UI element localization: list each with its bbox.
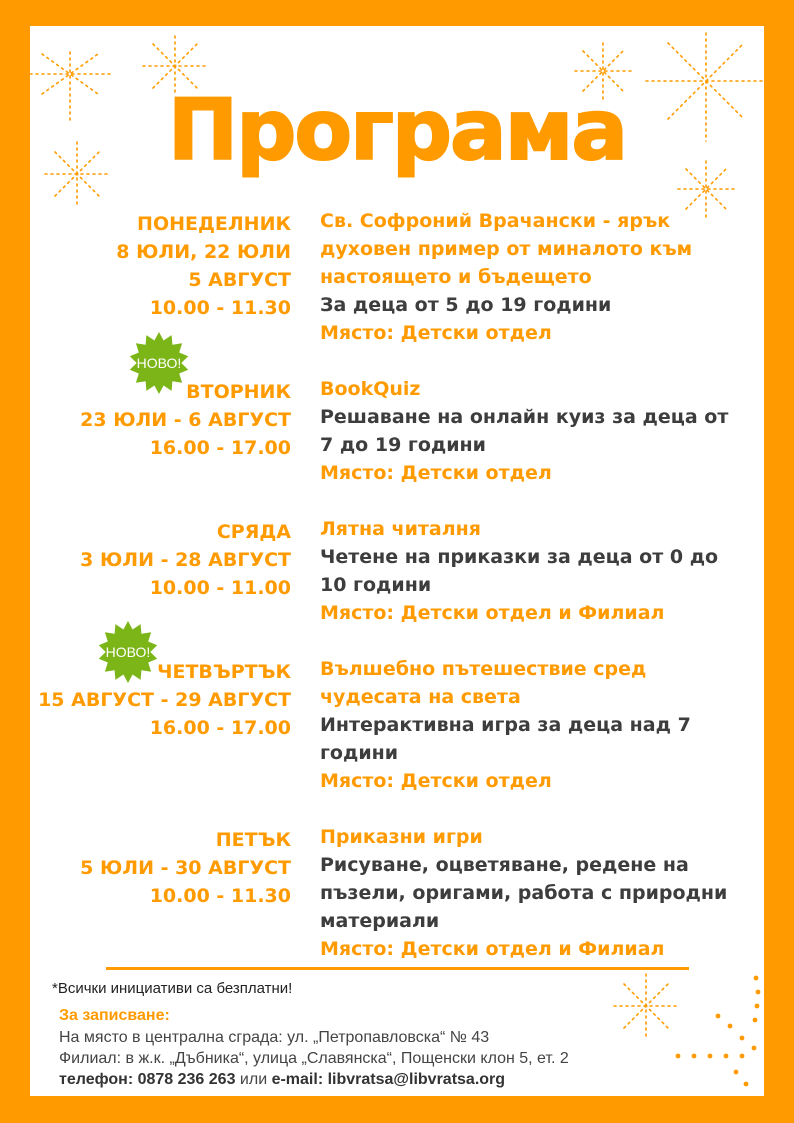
day-label: ПЕТЪК: [215, 829, 291, 851]
event-title: Приказни игри: [320, 826, 483, 848]
event-block: [320, 823, 730, 963]
date-range: 5 ЮЛИ - 30 АВГУСТ: [80, 857, 291, 879]
time-range: 10.00 - 11.30: [149, 885, 291, 907]
time-range: 10.00 - 11.00: [149, 577, 291, 599]
date-range: 3 ЮЛИ - 28 АВГУСТ: [80, 549, 291, 571]
date-range: 15 АВГУСТ - 29 АВГУСТ: [38, 689, 291, 711]
divider: [106, 967, 689, 970]
schedule-day-block: [80, 378, 291, 462]
schedule-day-block: [80, 518, 291, 602]
day-label: ЧЕТВЪРТЪК: [157, 661, 291, 683]
event-description: Рисуване, оцветяване, редене на пъзели, оригами, работа с природни материали: [320, 854, 728, 932]
event-place: Място: Детски отдел: [320, 322, 552, 344]
event-description: Четене на приказки за деца от 0 до 10 години: [320, 546, 719, 596]
phone-number[interactable]: телефон: 0878 236 263: [59, 1071, 236, 1088]
event-place: Място: Детски отдел: [320, 462, 552, 484]
schedule-day-block: [116, 210, 291, 322]
event-title: Св. Софроний Врачански - ярък духовен пример от миналото към настоящето и бъдещето: [320, 210, 693, 288]
event-place: Място: Детски отдел и Филиал: [320, 602, 665, 624]
page-title: Програма: [167, 81, 627, 179]
signup-heading: За записване:: [59, 1007, 170, 1024]
badge-label: НОВО!: [105, 644, 151, 660]
free-note: *Всички инициативи са безплатни!: [52, 980, 293, 997]
contact-line: [59, 1071, 505, 1089]
event-place: Място: Детски отдел и Филиал: [320, 938, 665, 960]
event-title: Лятна читалня: [320, 518, 481, 540]
address-branch: Филиал: в ж.к. „Дъбника“, улица „Славянска“, Пощенски клон 5, ет. 2: [59, 1050, 569, 1067]
time-range: 10.00 - 11.30: [149, 297, 291, 319]
event-place: Място: Детски отдел: [320, 770, 552, 792]
event-block: [320, 207, 730, 347]
event-description: Решаване на онлайн куиз за деца от 7 до 19 години: [320, 406, 729, 456]
date-range: 8 ЮЛИ, 22 ЮЛИ: [116, 241, 291, 263]
email-address[interactable]: e-mail: libvratsa@libvratsa.org: [271, 1071, 506, 1088]
schedule-day-block: [38, 658, 291, 742]
address-main: На място в централна сграда: ул. „Петропавловска“ № 43: [59, 1029, 490, 1046]
event-title: Вълшебно пътешествие сред чудесата на света: [320, 658, 647, 708]
time-range: 16.00 - 17.00: [149, 437, 291, 459]
contact-separator: или: [235, 1071, 272, 1088]
date-range: 23 ЮЛИ - 6 АВГУСТ: [80, 409, 291, 431]
badge-label: НОВО!: [136, 355, 182, 371]
day-label: ВТОРНИК: [186, 381, 291, 403]
event-block: [320, 515, 730, 627]
day-label: ПОНЕДЕЛНИК: [137, 213, 291, 235]
event-block: [320, 655, 730, 795]
schedule-day-block: [80, 826, 291, 910]
event-description: За деца от 5 до 19 години: [320, 294, 612, 316]
day-label: СРЯДА: [216, 521, 291, 543]
event-block: [320, 375, 730, 487]
event-title: BookQuiz: [320, 378, 421, 400]
event-description: Интерактивна игра за деца над 7 години: [320, 714, 691, 764]
date-range: 5 АВГУСТ: [188, 269, 291, 291]
time-range: 16.00 - 17.00: [149, 717, 291, 739]
